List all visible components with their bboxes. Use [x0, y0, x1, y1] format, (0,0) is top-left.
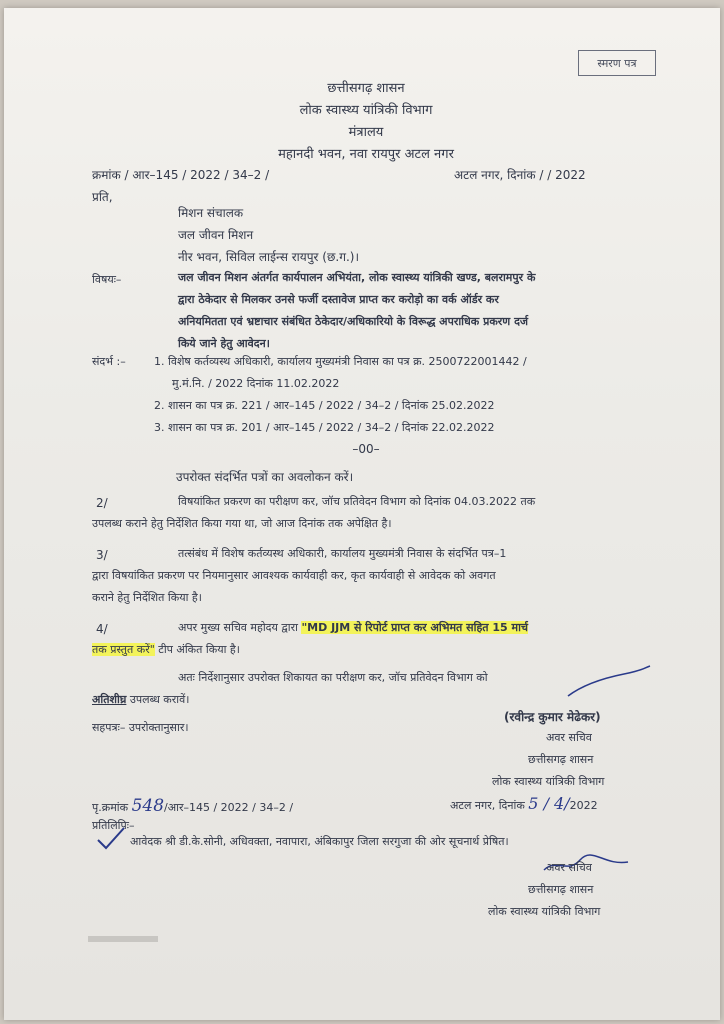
paragraph-3-line: द्वारा विषयांकित प्रकरण पर नियमानुसार आवश्यक कार्यवाही कर, कृत कार्यवाही से आवेदक को अवगत: [92, 569, 496, 582]
endorsement-prefix: पृ.क्रमांक: [92, 801, 129, 814]
references-label: संदर्भ :–: [92, 355, 126, 368]
copy-label: प्रतिलिपिः–: [92, 819, 135, 832]
paragraph-5-line: [92, 692, 189, 707]
header-department: लोक स्वास्थ्य यांत्रिकी विभाग: [299, 103, 433, 118]
footer-print-mark: [88, 936, 158, 942]
paragraph-5-line: अतः निर्देशानुसार उपरोक्त शिकायत का परीक्षण कर, जॉच प्रतिवेदन विभाग को: [178, 671, 488, 684]
highlighted-quote: "MD JJM से रिपोर्ट प्राप्त कर अभिमत सहित 15 मार्च: [301, 621, 528, 634]
signatory-designation: अवर सचिव: [546, 861, 592, 874]
paragraph-2-line: विषयांकित प्रकरण का परीक्षण कर, जॉच प्रतिवेदन विभाग को दिनांक 04.03.2022 तक: [178, 495, 536, 508]
checkmark-icon: [96, 826, 126, 852]
handwritten-date: 5 / 4/: [528, 794, 570, 813]
enclosure-note: सहपत्रः– उपरोक्तानुसार।: [92, 721, 189, 734]
reminder-stamp: स्मरण पत्र: [578, 50, 656, 76]
signatory-org: छत्तीसगढ़ शासन: [528, 753, 594, 766]
paragraph-3-line: तत्संबंध में विशेष कर्तव्यस्थ अधिकारी, कार्यालय मुख्यमंत्री निवास के संदर्भित पत्र–1: [178, 547, 507, 560]
urgent-word: अतिशीघ्र: [92, 693, 127, 706]
subject-line: द्वारा ठेकेदार से मिलकर उनसे फर्जी दस्तावेज प्राप्त कर करोड़ो का वर्क ऑर्डर कर: [178, 293, 499, 306]
handwritten-number: 548: [131, 796, 165, 816]
reference-item: 2. शासन का पत्र क्र. 221 / आर–145 / 2022 / 34–2 / दिनांक 25.02.2022: [154, 399, 495, 412]
endorsement-place: अटल नगर, दिनांक: [450, 799, 525, 812]
signatory-department: लोक स्वास्थ्य यांत्रिकी विभाग: [492, 775, 605, 788]
paragraph-4-line: [178, 620, 528, 635]
highlighted-quote: तक प्रस्तुत करें": [92, 643, 155, 656]
subject-label: विषयः–: [92, 273, 122, 286]
divider-mark: –00–: [352, 442, 380, 456]
header-state: छत्तीसगढ़ शासन: [327, 81, 405, 96]
paragraph-4-suffix: टीप अंकित किया है।: [154, 643, 240, 656]
paragraph-3-line: कराने हेतु निर्देशित किया है।: [92, 591, 202, 604]
signatory-org: छत्तीसगढ़ शासन: [528, 883, 594, 896]
subject-line: जल जीवन मिशन अंतर्गत कार्यपालन अभियंता, लोक स्वास्थ्य यांत्रिकी खण्ड, बलरामपुर के: [178, 271, 536, 284]
reference-item: 1. विशेष कर्तव्यस्थ अधिकारी, कार्यालय मुख्यमंत्री निवास का पत्र क्र. 2500722001442 /: [154, 355, 527, 368]
paragraph-5-rest: उपलब्ध करावें।: [126, 693, 190, 706]
addressee-line: नीर भवन, सिविल लाईन्स रायपुर (छ.ग.)।: [178, 250, 359, 264]
reference-item: मु.मं.नि. / 2022 दिनांक 11.02.2022: [172, 377, 340, 390]
to-label: प्रति,: [92, 190, 113, 204]
endorsement-number: [92, 796, 293, 816]
paragraph-1: उपरोक्त संदर्भित पत्रों का अवलोकन करें।: [176, 470, 354, 484]
addressee-line: मिशन संचालक: [178, 206, 244, 220]
addressee-line: जल जीवन मिशन: [178, 228, 254, 242]
endorsement-rest: /आर–145 / 2022 / 34–2 /: [164, 801, 294, 814]
endorsement-date: [450, 794, 598, 813]
letter-page: [4, 8, 720, 1020]
header-address: महानदी भवन, नवा रायपुर अटल नगर: [278, 147, 454, 162]
paragraph-4-prefix: अपर मुख्य सचिव महोदय द्वारा: [178, 621, 302, 634]
signatory-name: (रवीन्द्र कुमार मेढेकर): [504, 710, 601, 724]
subject-line: अनियमितता एवं भ्रष्टाचार संबंधित ठेकेदार/अधिकारियो के विरूद्ध अपराधिक प्रकरण दर्ज: [178, 315, 529, 328]
paragraph-number: 4/: [96, 622, 108, 636]
subject-line: किये जाने हेतु आवेदन।: [178, 337, 270, 350]
copy-recipient: आवेदक श्री डी.के.सोनी, अधिवक्ता, नवापारा, अंबिकापुर जिला सरगुजा की ओर सूचनार्थ प्रेषित।: [130, 835, 509, 848]
header-ministry: मंत्रालय: [348, 125, 384, 140]
signature-scribble: [564, 664, 654, 704]
paragraph-2-line: उपलब्ध कराने हेतु निर्देशित किया गया था, जो आज दिनांक तक अपेक्षित है।: [92, 517, 392, 530]
reference-item: 3. शासन का पत्र क्र. 201 / आर–145 / 2022 / 34–2 / दिनांक 22.02.2022: [154, 421, 495, 434]
paragraph-number: 2/: [96, 496, 108, 510]
signatory-department: लोक स्वास्थ्य यांत्रिकी विभाग: [488, 905, 601, 918]
paragraph-number: 3/: [96, 548, 108, 562]
signatory-designation: अवर सचिव: [546, 731, 592, 744]
letter-place-date: अटल नगर, दिनांक / / 2022: [454, 168, 586, 182]
letter-number: क्रमांक / आर–145 / 2022 / 34–2 /: [92, 168, 270, 182]
endorsement-year: 2022: [569, 799, 598, 812]
paragraph-4-line: [92, 642, 240, 657]
